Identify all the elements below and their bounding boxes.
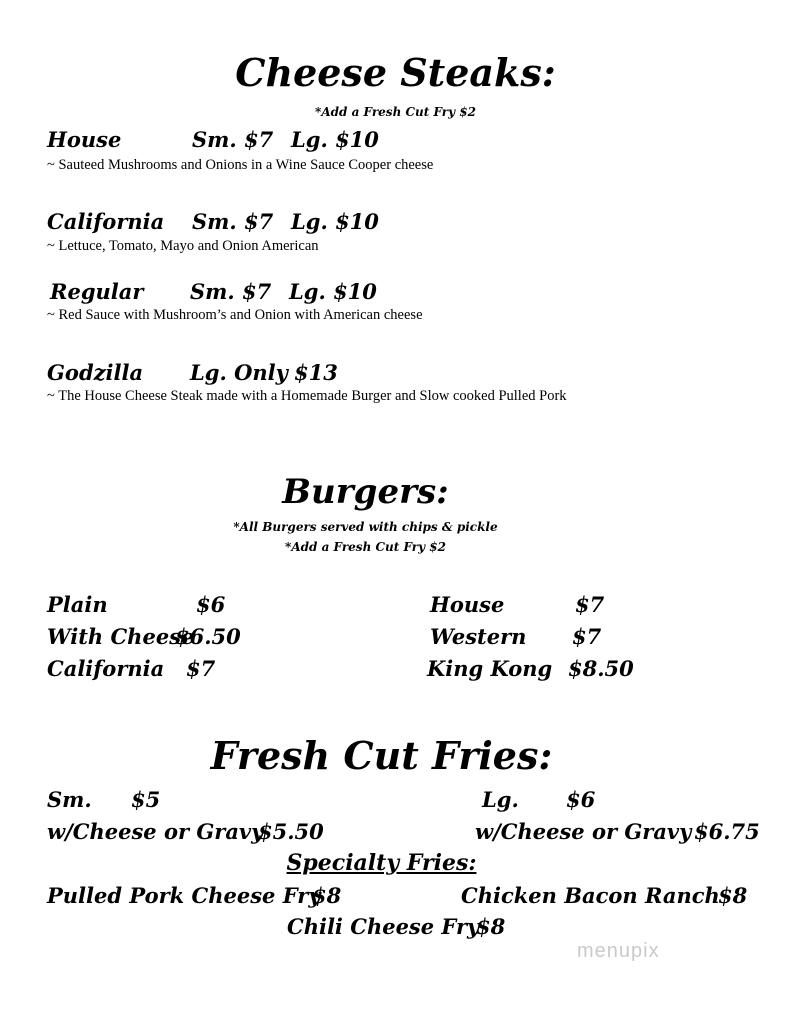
specialty-fries-title: Specialty Fries: [286,850,477,876]
burgers-note-chips: *All Burgers served with chips & pickle [233,520,498,534]
steak-house-desc: ~ Sauteed Mushrooms and Onions in a Wine Sauce Cooper cheese [47,157,434,173]
steak-california-price-large: Lg. $10 [291,209,379,234]
specialty-chili-cheese-name: Chili Cheese Fry [287,914,480,939]
fries-title: Fresh Cut Fries: [210,733,553,778]
specialty-chicken-bacon-ranch-name: Chicken Bacon Ranch [461,883,720,908]
fries-small-cheese-price: $5.50 [258,819,324,844]
steak-regular-price-large: Lg. $10 [289,279,377,304]
specialty-pulled-pork-price: $8 [312,883,342,908]
specialty-chili-cheese-price: $8 [476,914,506,939]
specialty-chicken-bacon-ranch-price: $8 [718,883,748,908]
cheese-steaks-note: *Add a Fresh Cut Fry $2 [315,105,476,119]
fries-small-price: $5 [131,787,161,812]
fries-large-price: $6 [566,787,596,812]
burger-king-kong-name: King Kong [427,656,553,681]
burger-house-price: $7 [575,592,605,617]
steak-regular-name: Regular [50,279,144,304]
burger-western-name: Western [430,624,527,649]
burger-with-cheese-name: With Cheese [47,624,195,649]
burger-king-kong-price: $8.50 [568,656,634,681]
steak-godzilla-name: Godzilla [47,360,144,385]
burgers-title: Burgers: [282,472,449,512]
specialty-pulled-pork-name: Pulled Pork Cheese Fry [47,883,321,908]
burger-california-name: California [47,656,165,681]
steak-house-name: House [47,127,122,152]
steak-california-price-small: Sm. $7 [192,209,274,234]
steak-house-price-large: Lg. $10 [291,127,379,152]
burgers-note-fry: *Add a Fresh Cut Fry $2 [285,540,446,554]
steak-regular-desc: ~ Red Sauce with Mushroom’s and Onion with American cheese [47,307,423,323]
steak-godzilla-price-size: Lg. Only [190,360,288,385]
burger-western-price: $7 [572,624,602,649]
fries-large-label: Lg. [482,787,519,812]
burger-california-price: $7 [186,656,216,681]
steak-california-name: California [47,209,165,234]
burger-with-cheese-price: $6.50 [175,624,241,649]
menupix-watermark: menupix [577,940,660,962]
fries-small-cheese-label: w/Cheese or Gravy [47,819,264,844]
fries-large-cheese-label: w/Cheese or Gravy [475,819,692,844]
burger-plain-price: $6 [196,592,226,617]
steak-house-price-small: Sm. $7 [192,127,274,152]
cheese-steaks-title: Cheese Steaks: [235,50,556,95]
steak-california-desc: ~ Lettuce, Tomato, Mayo and Onion American [47,238,319,254]
burger-house-name: House [430,592,505,617]
fries-large-cheese-price: $6.75 [694,819,760,844]
steak-godzilla-price: $13 [294,360,338,385]
burger-plain-name: Plain [47,592,108,617]
steak-godzilla-desc: ~ The House Cheese Steak made with a Homemade Burger and Slow cooked Pulled Pork [47,388,567,404]
steak-regular-price-small: Sm. $7 [190,279,272,304]
fries-small-label: Sm. [47,787,92,812]
